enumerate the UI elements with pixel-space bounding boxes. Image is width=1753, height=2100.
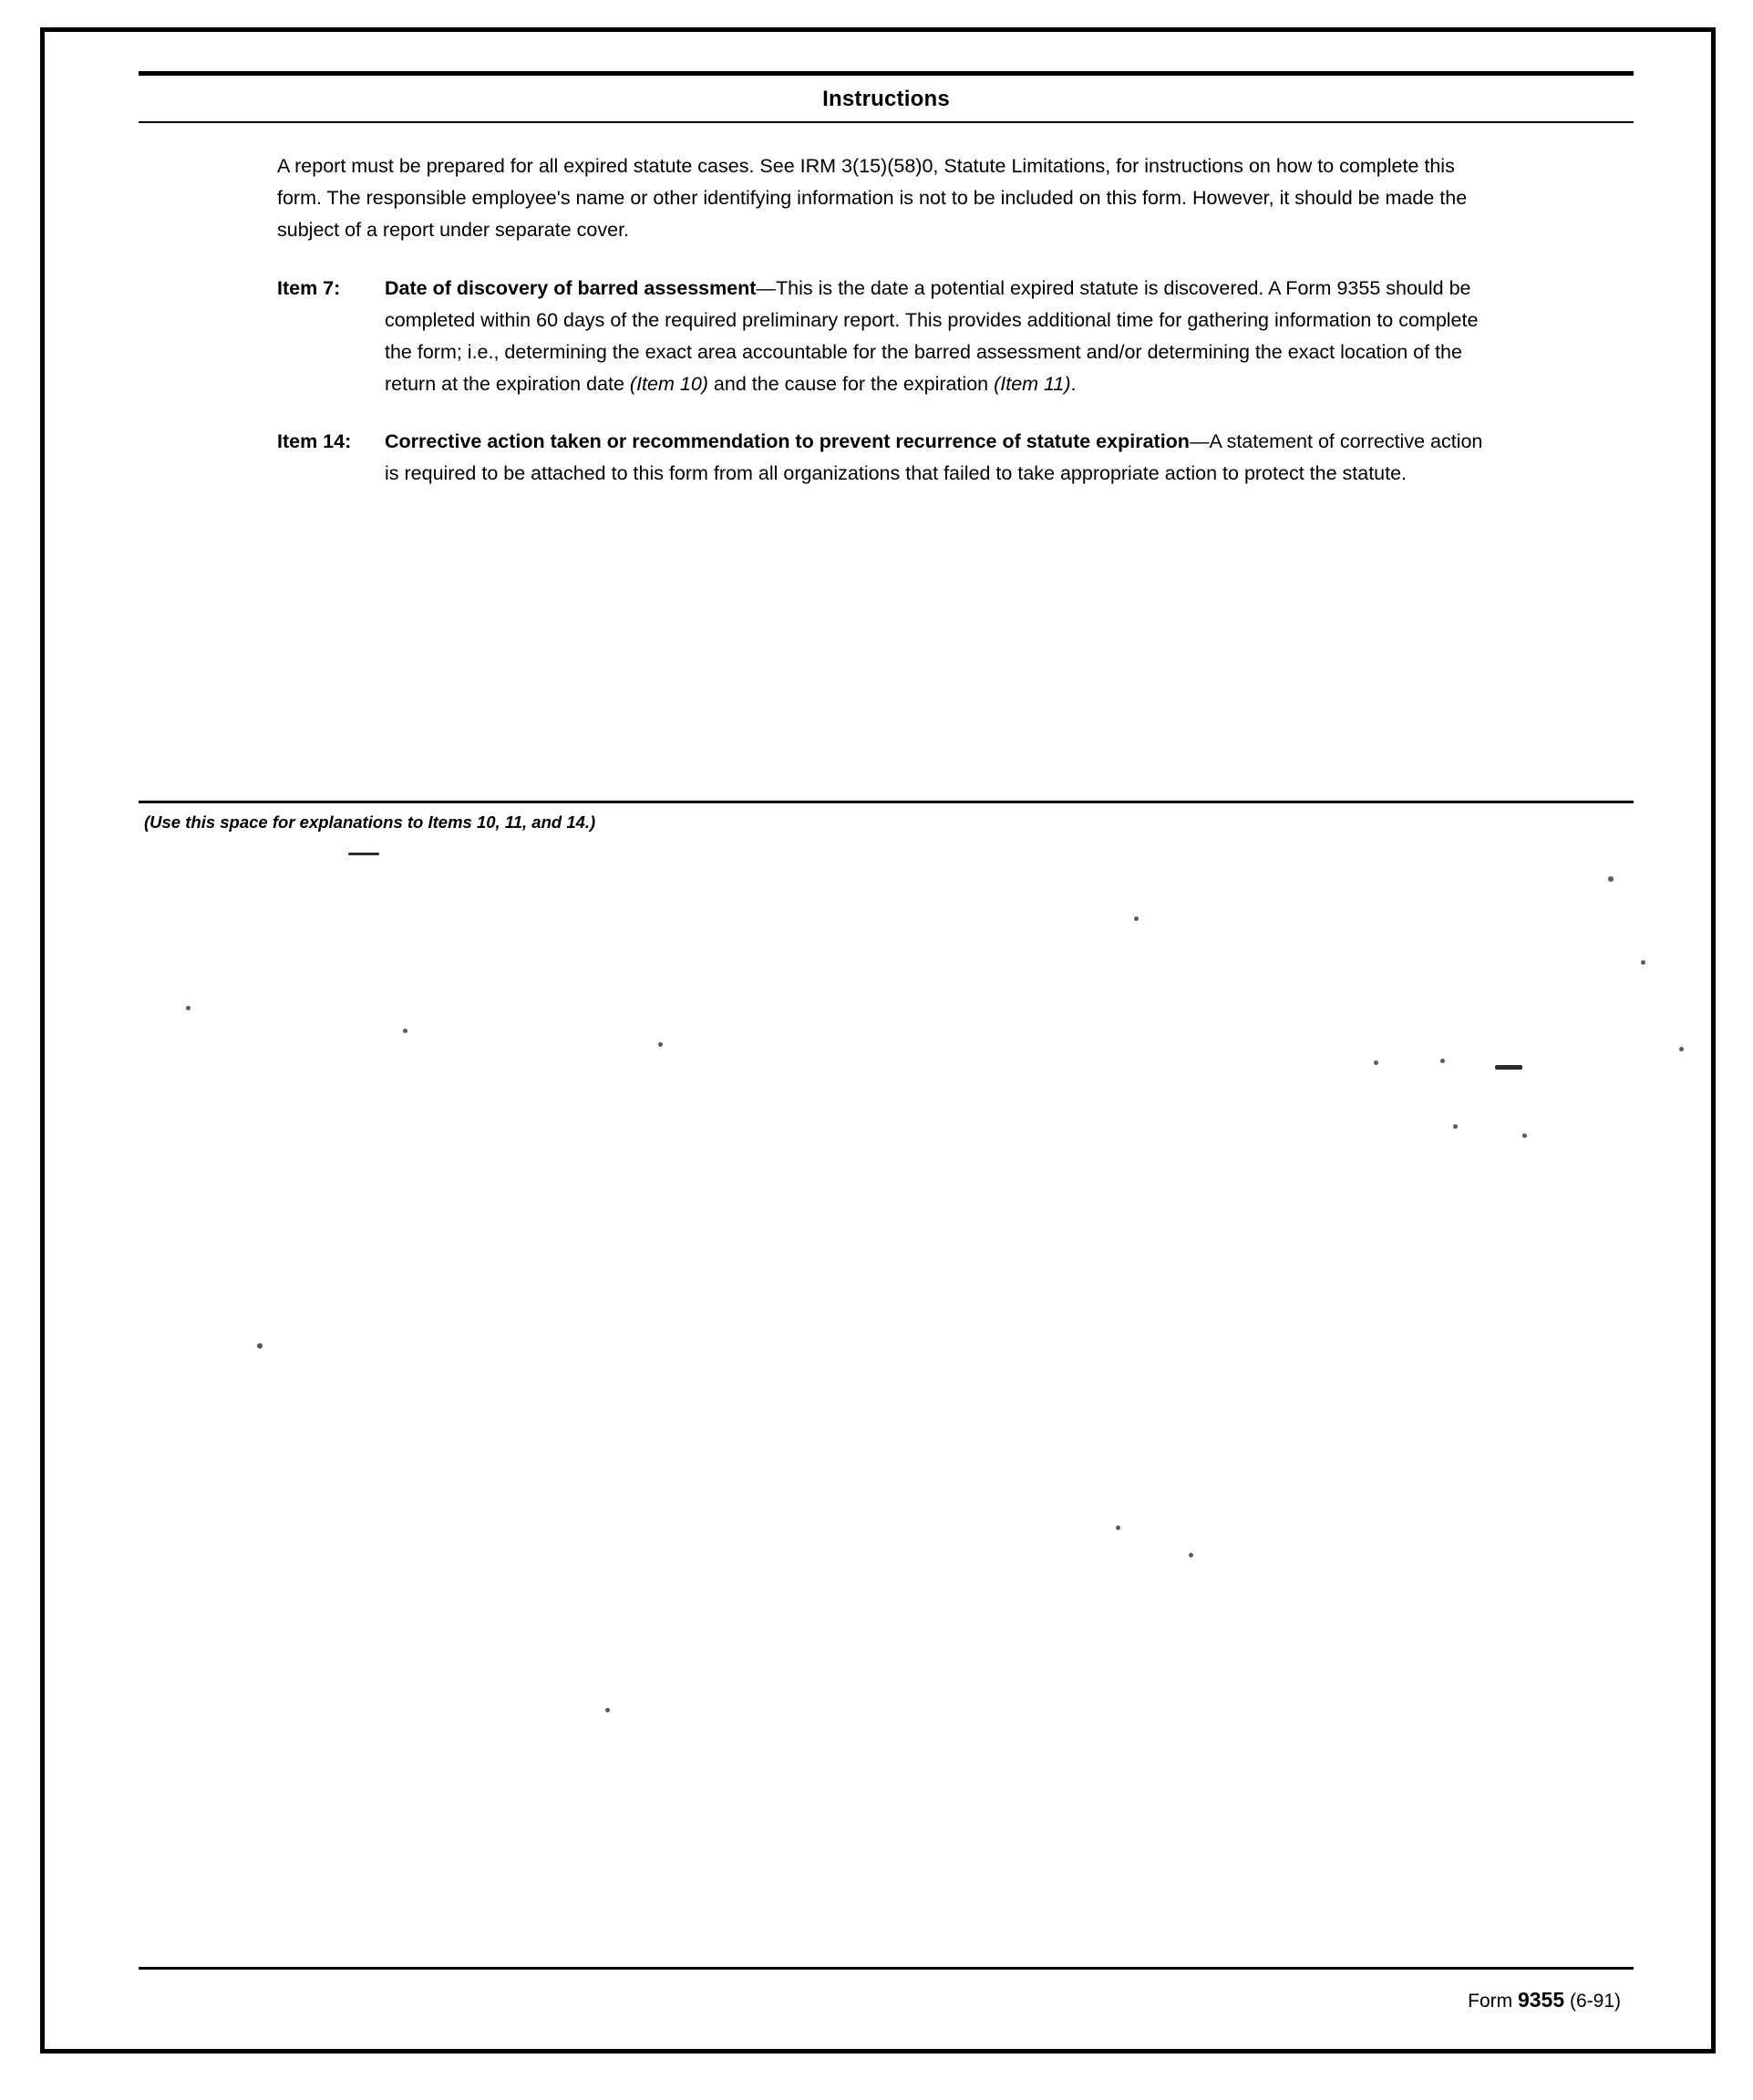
instructions-body [139,150,1634,489]
scan-speck [1453,1124,1458,1129]
item-body: —A statement of corrective action is required to be attached to this form from all organizations that failed to take appropriate action to protect the statute. [385,429,1483,484]
item-body-3: . [1070,372,1077,395]
item-label: Item 14: [277,429,352,452]
scan-artifact-dash [1495,1065,1522,1070]
scan-speck [1189,1553,1193,1557]
title-underrule [139,121,1634,123]
instruction-item [277,273,1488,399]
item-emphasis-1: (Item 10) [629,372,708,395]
scan-speck [1608,876,1614,882]
form-number: 9355 [1517,1988,1565,2012]
item-label: Item 7: [277,277,341,300]
item-body: —This is the date a potential expired statute is discovered. A Form 9355 should be completed within 60 days of the required preliminary report. This provides additional time for gathering information to complete the form; i.e., determining the exact area accountable for the barred assessment and/or determining the exact location of the return at the expiration date [385,277,1479,395]
instruction-item [277,426,1488,490]
scan-speck [1134,916,1139,921]
scan-artifact-dash [348,853,379,855]
page-title: Instructions [822,87,950,111]
item-heading: Date of discovery of barred assessment [385,277,757,300]
scan-speck [1440,1059,1445,1063]
item-body-2: and the cause for the expiration [707,372,995,395]
document-content [139,71,1634,2012]
footer-prefix: Form [1468,1991,1518,2012]
form-footer [139,1970,1634,2012]
item-emphasis-2: (Item 11) [994,372,1071,395]
scan-speck [403,1029,407,1033]
scan-speck [605,1708,610,1712]
item-text [385,426,1488,490]
scan-speck [1374,1060,1378,1065]
scan-speck [658,1042,663,1047]
explanation-writing-area[interactable] [139,833,1634,1963]
scan-speck [1522,1133,1527,1138]
footer-revision: (6-91) [1564,1991,1621,2012]
explanation-note: (Use this space for explanations to Items 10, 11, and 14.) [144,812,596,833]
intro-paragraph: A report must be prepared for all expired statute cases. See IRM 3(15)(58)0, Statute Limitations, for instructions on how to complete this form. The responsible employee's name or other identifying information is not to be included on this form. However, it should be made the subject of a report under separate cover. [277,155,1468,241]
scan-speck [257,1343,263,1349]
item-heading: Corrective action taken or recommendation to prevent recurrence of statute expiration [385,429,1190,452]
scan-speck [1116,1526,1120,1530]
scan-speck [186,1006,191,1010]
blank-spacer [139,514,1634,788]
item-text [385,273,1488,399]
